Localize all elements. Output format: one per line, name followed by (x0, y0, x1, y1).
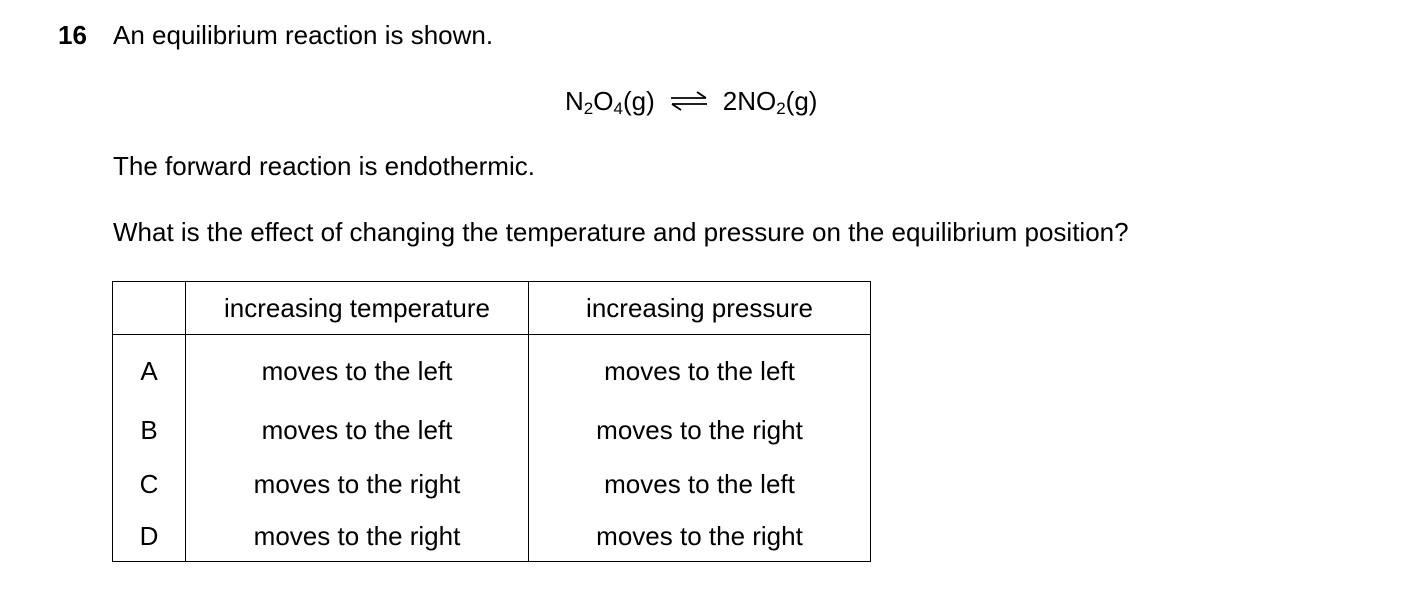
reactant-element-o: O (593, 86, 614, 116)
option-letter: A (113, 335, 186, 404)
reactant-formula (565, 86, 655, 116)
reactant-element-n: N (565, 86, 584, 116)
table-row (113, 457, 871, 511)
equilibrium-arrow-icon (669, 91, 709, 111)
option-temperature: moves to the right (186, 457, 529, 511)
option-temperature: moves to the right (186, 511, 529, 562)
option-pressure: moves to the left (529, 335, 871, 404)
table-row (113, 403, 871, 457)
product-state: (g) (785, 86, 818, 116)
product-subscript: 2 (776, 99, 786, 118)
option-letter: B (113, 403, 186, 457)
option-temperature: moves to the left (186, 403, 529, 457)
reaction-equation (565, 86, 817, 116)
table-row (113, 511, 871, 562)
option-pressure: moves to the left (529, 457, 871, 511)
options-table (112, 281, 871, 562)
table-header-row (113, 282, 871, 335)
option-letter: C (113, 457, 186, 511)
question-intro: An equilibrium reaction is shown. (113, 20, 494, 50)
question-prompt: What is the effect of changing the temperature and pressure on the equilibrium position? (113, 217, 1129, 247)
option-pressure: moves to the right (529, 511, 871, 562)
header-letter (113, 282, 186, 335)
product-formula (723, 86, 818, 116)
question-number: 16 (58, 20, 87, 50)
reaction-statement: The forward reaction is endothermic. (113, 151, 535, 181)
reactant-subscript-n: 2 (583, 99, 594, 118)
reactant-state: (g) (622, 86, 655, 116)
option-letter: D (113, 511, 186, 562)
option-pressure: moves to the right (529, 403, 871, 457)
option-temperature: moves to the left (186, 335, 529, 404)
product-element: 2NO (722, 86, 777, 116)
header-temperature: increasing temperature (186, 282, 529, 335)
header-pressure: increasing pressure (529, 282, 871, 335)
reactant-subscript-o: 4 (613, 99, 623, 118)
table-row (113, 335, 871, 404)
